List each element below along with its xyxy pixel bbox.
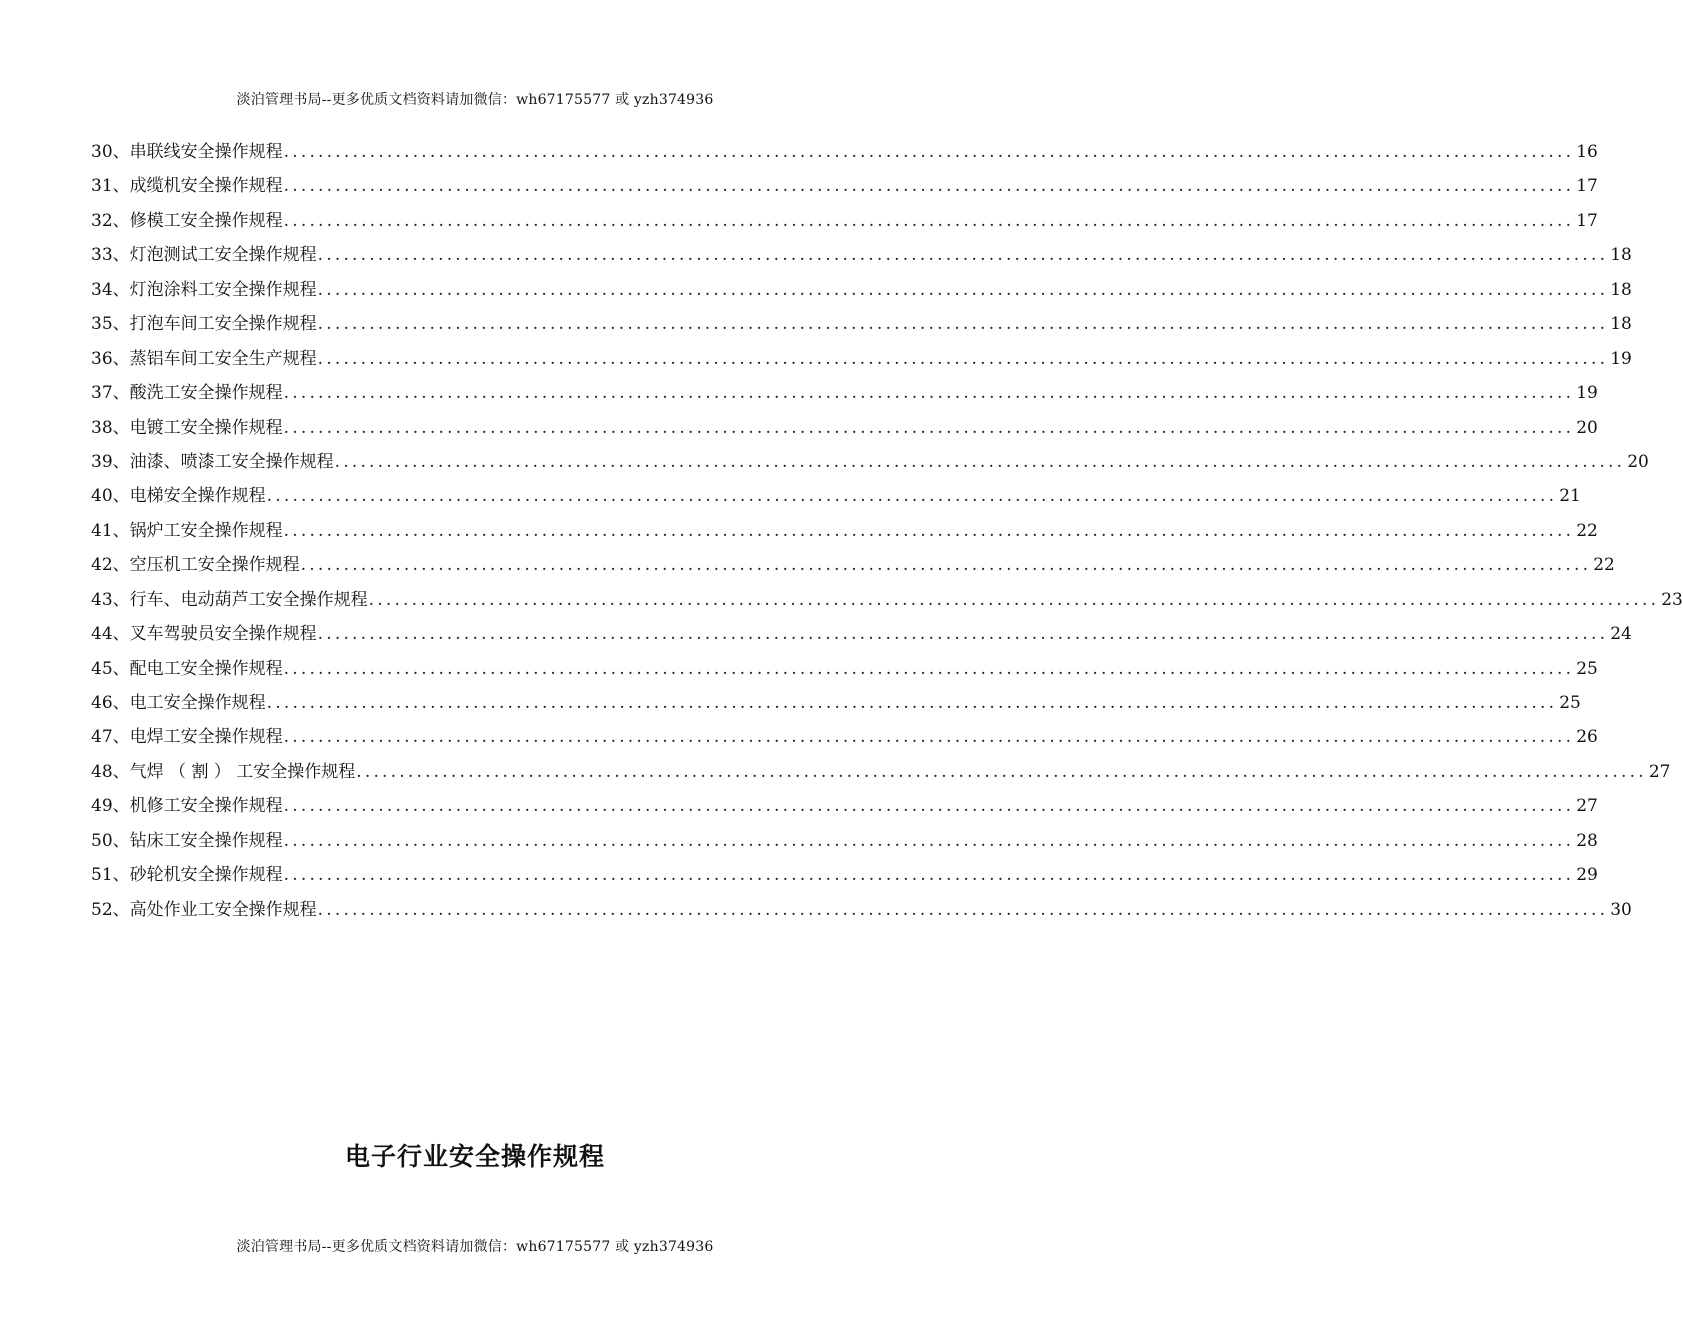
- toc-entry-page-number: 18: [1610, 314, 1632, 335]
- toc-entry[interactable]: [91, 171, 1598, 205]
- toc-entry-title: 34、灯泡涂料工安全操作规程: [91, 279, 317, 300]
- toc-dot-leader: ......................................................................................................................................................: [283, 176, 1575, 197]
- toc-dot-leader: ......................................................................................................................................................: [300, 555, 1592, 576]
- toc-entry-title: 39、油漆、喷漆工安全操作规程: [91, 451, 334, 472]
- toc-dot-leader: ......................................................................................................................................................: [283, 417, 1575, 438]
- toc-dot-leader: ......................................................................................................................................................: [266, 486, 1558, 507]
- toc-entry-page-number: 16: [1576, 142, 1598, 162]
- toc-entry-title: 36、蒸铝车间工安全生产规程: [91, 348, 317, 369]
- toc-entry[interactable]: [91, 481, 1581, 515]
- toc-entry-page-number: 18: [1610, 279, 1632, 300]
- toc-dot-leader: ......................................................................................................................................................: [317, 624, 1609, 645]
- toc-entry-title: 40、电梯安全操作规程: [91, 486, 266, 507]
- toc-entry-title: 50、钻床工安全操作规程: [91, 830, 283, 851]
- toc-dot-leader: ......................................................................................................................................................: [266, 693, 1558, 713]
- toc-entry-page-number: 20: [1576, 417, 1598, 438]
- toc-entry-page-number: 23: [1661, 589, 1683, 610]
- toc-entry[interactable]: [91, 344, 1632, 378]
- toc-entry-title: 42、空压机工安全操作规程: [91, 555, 300, 576]
- toc-entry[interactable]: [91, 757, 1671, 791]
- toc-entry-title: 38、电镀工安全操作规程: [91, 417, 283, 438]
- toc-entry[interactable]: [91, 240, 1632, 274]
- toc-entry-page-number: 25: [1559, 693, 1581, 713]
- toc-entry[interactable]: [91, 619, 1632, 653]
- toc-dot-leader: ......................................................................................................................................................: [317, 314, 1609, 335]
- toc-entry-title: 47、电焊工安全操作规程: [91, 727, 283, 748]
- toc-entry-title: 48、气焊 （ 割 ） 工安全操作规程: [91, 761, 356, 782]
- toc-dot-leader: ......................................................................................................................................................: [334, 451, 1626, 472]
- document-title: 电子行业安全操作规程: [344, 1142, 605, 1171]
- toc-entry[interactable]: [91, 791, 1598, 825]
- toc-entry[interactable]: [91, 516, 1598, 550]
- toc-entry-page-number: 25: [1576, 658, 1598, 679]
- toc-entry-page-number: 22: [1576, 520, 1598, 541]
- toc-entry-page-number: 17: [1576, 210, 1598, 231]
- toc-entry[interactable]: [91, 688, 1581, 722]
- table-of-contents: [91, 137, 1683, 929]
- toc-entry[interactable]: [91, 447, 1649, 481]
- toc-entry-page-number: 19: [1576, 383, 1598, 404]
- toc-dot-leader: ......................................................................................................................................................: [317, 899, 1609, 920]
- toc-entry-page-number: 18: [1610, 245, 1632, 266]
- toc-entry-page-number: 21: [1559, 486, 1581, 507]
- toc-entry-page-number: 28: [1576, 830, 1598, 851]
- toc-dot-leader: ......................................................................................................................................................: [356, 761, 1647, 782]
- toc-dot-leader: ......................................................................................................................................................: [283, 142, 1575, 162]
- toc-dot-leader: ......................................................................................................................................................: [283, 383, 1575, 404]
- toc-dot-leader: ......................................................................................................................................................: [283, 865, 1575, 886]
- toc-entry-title: 49、机修工安全操作规程: [91, 796, 283, 817]
- toc-entry-title: 35、打泡车间工安全操作规程: [91, 314, 317, 335]
- toc-dot-leader: ......................................................................................................................................................: [317, 279, 1609, 300]
- toc-entry-page-number: 27: [1648, 761, 1671, 782]
- toc-entry-page-number: 30: [1610, 899, 1632, 920]
- toc-entry[interactable]: [91, 654, 1598, 688]
- toc-entry-page-number: 29: [1576, 865, 1598, 886]
- toc-entry-title: 32、修模工安全操作规程: [91, 210, 283, 231]
- toc-entry[interactable]: [91, 378, 1598, 412]
- toc-entry-page-number: 26: [1576, 727, 1598, 748]
- toc-dot-leader: ......................................................................................................................................................: [283, 796, 1575, 817]
- toc-entry[interactable]: [91, 722, 1598, 756]
- toc-dot-leader: ......................................................................................................................................................: [283, 830, 1575, 851]
- toc-entry-title: 43、行车、电动葫芦工安全操作规程: [91, 589, 368, 610]
- page-footer: 淡泊管理书局--更多优质文档资料请加微信：wh67175577 或 yzh374936: [236, 1239, 714, 1255]
- toc-dot-leader: ......................................................................................................................................................: [283, 210, 1575, 231]
- toc-entry-title: 44、叉车驾驶员安全操作规程: [91, 624, 317, 645]
- toc-entry-title: 46、电工安全操作规程: [91, 693, 266, 713]
- toc-entry-page-number: 17: [1576, 176, 1598, 197]
- toc-entry-title: 45、配电工安全操作规程: [91, 658, 283, 679]
- toc-entry-page-number: 22: [1593, 555, 1615, 576]
- toc-entry[interactable]: [91, 895, 1632, 929]
- toc-entry-page-number: 27: [1576, 796, 1598, 817]
- toc-dot-leader: ......................................................................................................................................................: [283, 520, 1575, 541]
- page-header: 淡泊管理书局--更多优质文档资料请加微信：wh67175577 或 yzh374936: [236, 92, 714, 108]
- toc-entry[interactable]: [91, 137, 1598, 171]
- toc-entry[interactable]: [91, 860, 1598, 894]
- toc-entry-title: 41、锅炉工安全操作规程: [91, 520, 283, 541]
- toc-entry-title: 31、成缆机安全操作规程: [91, 176, 283, 197]
- toc-entry-page-number: 24: [1610, 624, 1632, 645]
- toc-entry-title: 52、高处作业工安全操作规程: [91, 899, 317, 920]
- toc-entry-page-number: 19: [1610, 348, 1632, 369]
- toc-entry[interactable]: [91, 550, 1615, 584]
- toc-entry[interactable]: [91, 206, 1598, 240]
- toc-dot-leader: ......................................................................................................................................................: [283, 727, 1575, 748]
- toc-entry-title: 33、灯泡测试工安全操作规程: [91, 245, 317, 266]
- toc-entry[interactable]: [91, 585, 1683, 619]
- toc-dot-leader: ......................................................................................................................................................: [317, 348, 1609, 369]
- toc-entry-page-number: 20: [1627, 451, 1649, 472]
- toc-entry-title: 51、砂轮机安全操作规程: [91, 865, 283, 886]
- toc-dot-leader: ......................................................................................................................................................: [368, 589, 1660, 610]
- toc-entry[interactable]: [91, 826, 1598, 860]
- toc-dot-leader: ......................................................................................................................................................: [317, 245, 1609, 266]
- toc-entry-title: 30、串联线安全操作规程: [91, 142, 283, 162]
- toc-dot-leader: ......................................................................................................................................................: [283, 658, 1575, 679]
- toc-entry[interactable]: [91, 309, 1632, 343]
- toc-entry[interactable]: [91, 413, 1598, 447]
- toc-entry-title: 37、酸洗工安全操作规程: [91, 383, 283, 404]
- toc-entry[interactable]: [91, 275, 1632, 309]
